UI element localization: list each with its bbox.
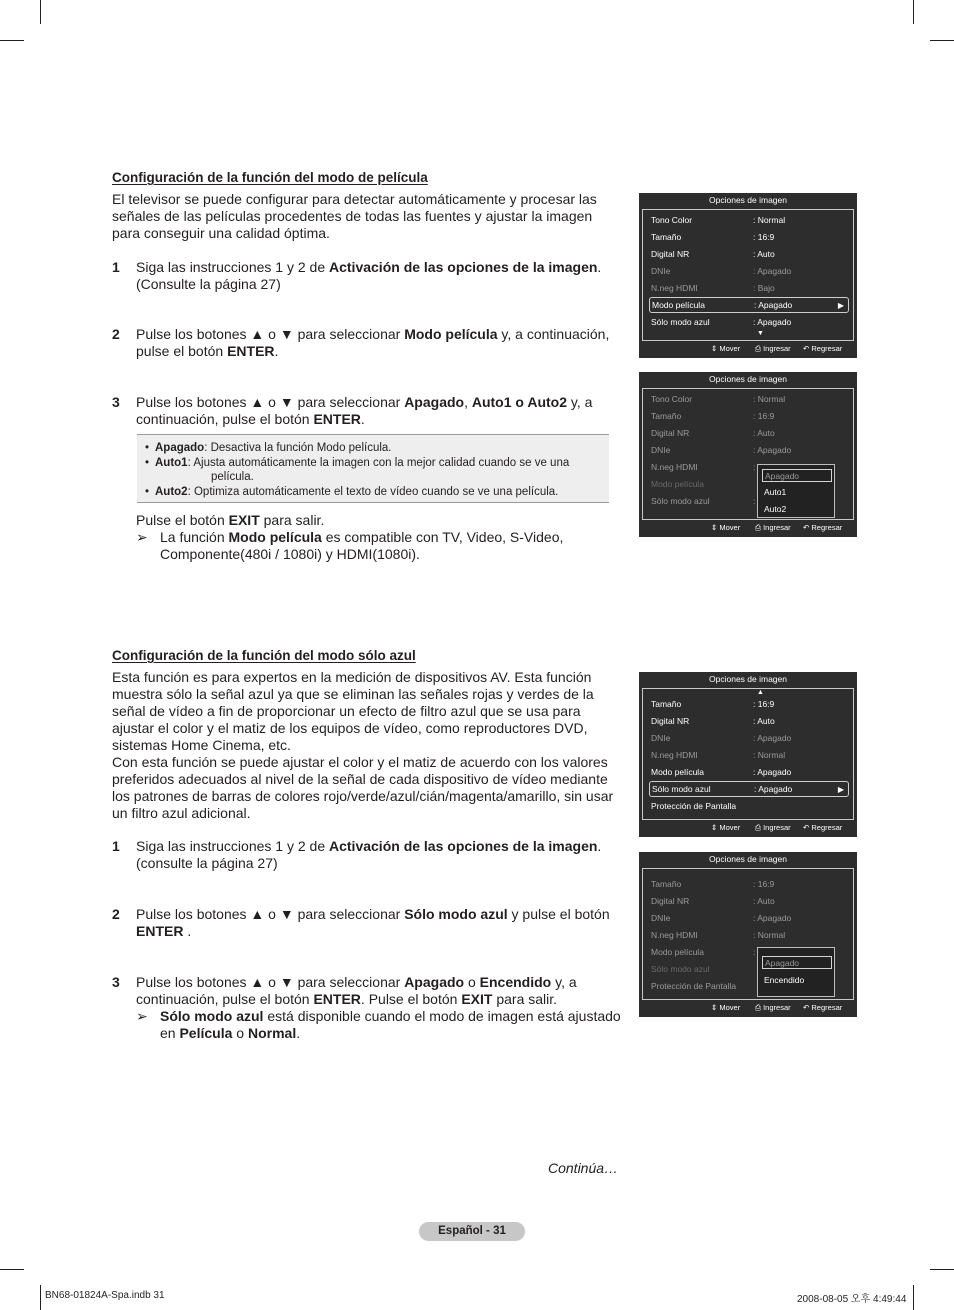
info-item: • Apagado: Desactiva la función Modo película. — [145, 441, 601, 456]
enter-icon: ⎙ — [755, 344, 761, 353]
enter-icon: ⎙ — [755, 1003, 761, 1012]
osd-row[interactable]: Digital NR : Auto — [651, 249, 775, 259]
intro-text: El televisor se puede configurar para detectar automáticamente y procesar las señales de las películas procedentes de todas las fuentes y ajustar la imagen para conseguir una calidad óptima. — [112, 191, 597, 241]
scroll-down-icon: ▼ — [757, 330, 764, 337]
option-apagado[interactable]: Apagado — [762, 469, 832, 482]
step-number: 2 — [112, 326, 120, 342]
option-auto1[interactable]: Auto1 — [764, 487, 787, 497]
osd-row: DNIe : Apagado — [651, 913, 792, 923]
osd-menu — [642, 868, 854, 1000]
osd-row: Tono Color : Normal — [651, 394, 786, 404]
options-popup — [757, 947, 835, 997]
step-3 — [112, 394, 622, 428]
osd-row: Modo película : — [651, 947, 756, 957]
crop-mark — [913, 0, 914, 24]
note-arrow-icon: ➢ — [136, 1008, 148, 1024]
note-availability: ➢ Sólo modo azul está disponible cuando el modo de imagen está ajustado en Película o Normal. — [136, 1008, 621, 1041]
step-2 — [112, 326, 622, 360]
options-info-box — [137, 434, 609, 503]
osd-row[interactable]: Tono Color : Normal — [651, 215, 786, 225]
osd-row: DNIe : Apagado — [651, 733, 792, 743]
imprint-date: 2008-08-05 오후 4:49:44 — [797, 1294, 907, 1305]
crop-mark — [930, 40, 954, 41]
osd-menu — [642, 688, 854, 820]
right-arrow-icon: ▶ — [837, 301, 844, 310]
option-auto2[interactable]: Auto2 — [764, 504, 787, 514]
intro-text: Con esta función se puede ajustar el color y el matiz de acuerdo con los valores preferidos adecuados al nivel de la señal de cada dispositivo de vídeo mediante los patrones de barras de colores rojo/verde/azul/cián/magenta/amarillo, sin usar un filtro azul adicional. — [112, 754, 614, 821]
osd-row: N.neg HDMI : — [651, 462, 756, 472]
osd-row: DNIe : Apagado — [651, 445, 792, 455]
page-number-tab: Español - 31 — [419, 1222, 525, 1241]
return-help: ↶ Regresar — [803, 523, 843, 532]
imprint-file: BN68-01824A-Spa.indb 31 — [45, 1290, 165, 1301]
step-text: Pulse los botones ▲ o ▼ para seleccionar Modo película y, a continuación, pulse el botón ENTER. — [136, 326, 610, 359]
return-help: ↶ Regresar — [803, 1003, 843, 1012]
osd-row[interactable]: Tamaño : 16:9 — [651, 232, 775, 242]
step-2 — [112, 906, 622, 940]
move-help: ⇕ Mover — [711, 523, 741, 532]
osd-row: Protección de Pantalla — [651, 981, 737, 991]
step-text: Pulse los botones ▲ o ▼ para seleccionar Sólo modo azul y pulse el botón ENTER . — [136, 906, 610, 939]
option-encendido[interactable]: Encendido — [764, 975, 805, 985]
info-item: • Auto2: Optimiza automáticamente el texto de vídeo cuando se ve una película. — [145, 485, 601, 500]
enter-help: ⎙ Ingresar — [755, 344, 791, 353]
step-1 — [112, 838, 622, 872]
note-compatibility: ➢ La función Modo película es compatible con TV, Video, S-Video, Componente(480i / 1080i) y HDMI(1080i). — [136, 529, 564, 562]
osd-screen-film-mode — [639, 193, 857, 358]
step-text: Siga las instrucciones 1 y 2 de Activación de las opciones de la imagen. (Consulte la página 27) — [136, 259, 602, 292]
osd-row: Tamaño : 16:9 — [651, 879, 775, 889]
move-help: ⇕ Mover — [711, 1003, 741, 1012]
step-number: 1 — [112, 259, 120, 275]
osd-row[interactable]: Modo película : Apagado — [651, 767, 792, 777]
return-help: ↶ Regresar — [803, 823, 843, 832]
enter-help: ⎙ Ingresar — [755, 523, 791, 532]
osd-row: Modo película — [651, 479, 704, 489]
osd-row: N.neg HDMI : Normal — [651, 930, 786, 940]
section-heading-blue-mode: Configuración de la función del modo sólo azul — [112, 648, 416, 663]
exit-instruction: Pulse el botón EXIT para salir. — [136, 512, 325, 528]
osd-title: Opciones de imagen — [709, 674, 787, 684]
crop-mark — [40, 1285, 41, 1310]
step-text: Siga las instrucciones 1 y 2 de Activación de las opciones de la imagen. (consulte la página 27) — [136, 838, 602, 871]
osd-row: Sólo modo azul — [651, 964, 710, 974]
osd-screen-blue-mode-options — [639, 852, 857, 1017]
step-number: 3 — [112, 974, 120, 990]
option-apagado[interactable]: Apagado — [762, 956, 832, 969]
scroll-up-icon: ▲ — [757, 689, 764, 696]
return-icon: ↶ — [803, 344, 810, 353]
osd-row: Digital NR : Auto — [651, 428, 775, 438]
osd-row: Tamaño : 16:9 — [651, 411, 775, 421]
section-heading-film-mode: Configuración de la función del modo de película — [112, 170, 428, 185]
crop-mark — [930, 1269, 954, 1270]
intro-text: Esta función es para expertos en la medición de dispositivos AV. Esta función muestra sólo la señal azul ya que se eliminan las señales rojas y verdes de la señal de vídeo a fin de proporcionar un efecto de filtro azul que se usa para ajustar el color y el matiz de los equipos de vídeo, como reproductores DVD, sistemas Home Cinema, etc. — [112, 669, 594, 753]
osd-help-bar — [639, 344, 857, 356]
move-icon: ⇕ — [711, 344, 718, 353]
osd-help-bar — [639, 523, 857, 535]
return-icon: ↶ — [803, 523, 810, 532]
move-icon: ⇕ — [711, 823, 718, 832]
move-help: ⇕ Mover — [711, 823, 741, 832]
enter-icon: ⎙ — [755, 823, 761, 832]
return-help: ↶ Regresar — [803, 344, 843, 353]
osd-row: Sólo modo azul : — [651, 496, 756, 506]
osd-row[interactable]: Protección de Pantalla — [651, 801, 737, 811]
osd-row: N.neg HDMI : Normal — [651, 750, 786, 760]
move-icon: ⇕ — [711, 1003, 718, 1012]
info-item: • Auto1: Ajusta automáticamente la imagen con la mejor calidad cuando se ve una película. — [145, 456, 601, 485]
step-number: 1 — [112, 838, 120, 854]
step-3 — [112, 974, 622, 1008]
enter-icon: ⎙ — [755, 523, 761, 532]
osd-row-selected[interactable]: Modo película : Apagado ▶ — [649, 297, 849, 313]
crop-mark — [0, 40, 24, 41]
continues-label: Continúa… — [548, 1160, 619, 1176]
enter-help: ⎙ Ingresar — [755, 823, 791, 832]
osd-title: Opciones de imagen — [709, 854, 787, 864]
crop-mark — [0, 1269, 24, 1270]
osd-row: DNIe : Apagado — [651, 266, 792, 276]
osd-row[interactable]: Sólo modo azul : Apagado — [651, 317, 792, 327]
move-icon: ⇕ — [711, 523, 718, 532]
options-popup — [757, 464, 835, 518]
step-number: 2 — [112, 906, 120, 922]
osd-row: N.neg HDMI : Bajo — [651, 283, 775, 293]
step-number: 3 — [112, 394, 120, 410]
section-intro — [112, 191, 622, 242]
osd-row: Digital NR : Auto — [651, 896, 775, 906]
move-help: ⇕ Mover — [711, 344, 741, 353]
osd-screen-blue-mode — [639, 672, 857, 837]
section-intro — [112, 669, 622, 822]
osd-row[interactable]: Tamaño : 16:9 — [651, 699, 775, 709]
osd-help-bar — [639, 1003, 857, 1015]
crop-mark — [913, 1285, 914, 1310]
osd-screen-film-mode-options — [639, 372, 857, 537]
osd-help-bar — [639, 823, 857, 835]
step-text: Pulse los botones ▲ o ▼ para seleccionar Apagado o Encendido y, a continuación, pulse el botón ENTER. Pulse el botón EXIT para salir. — [136, 974, 577, 1007]
crop-mark — [40, 0, 41, 24]
note-arrow-icon: ➢ — [136, 529, 148, 545]
return-icon: ↶ — [803, 823, 810, 832]
step-text: Pulse los botones ▲ o ▼ para seleccionar Apagado, Auto1 o Auto2 y, a continuación, pulse el botón ENTER. — [136, 394, 593, 427]
osd-menu — [642, 209, 854, 341]
osd-row[interactable]: Digital NR : Auto — [651, 716, 775, 726]
osd-title: Opciones de imagen — [709, 195, 787, 205]
osd-row-selected[interactable]: Sólo modo azul : Apagado ▶ — [649, 781, 849, 797]
enter-help: ⎙ Ingresar — [755, 1003, 791, 1012]
osd-menu — [642, 388, 854, 520]
return-icon: ↶ — [803, 1003, 810, 1012]
osd-title: Opciones de imagen — [709, 374, 787, 384]
right-arrow-icon: ▶ — [837, 785, 844, 794]
step-1 — [112, 259, 622, 293]
